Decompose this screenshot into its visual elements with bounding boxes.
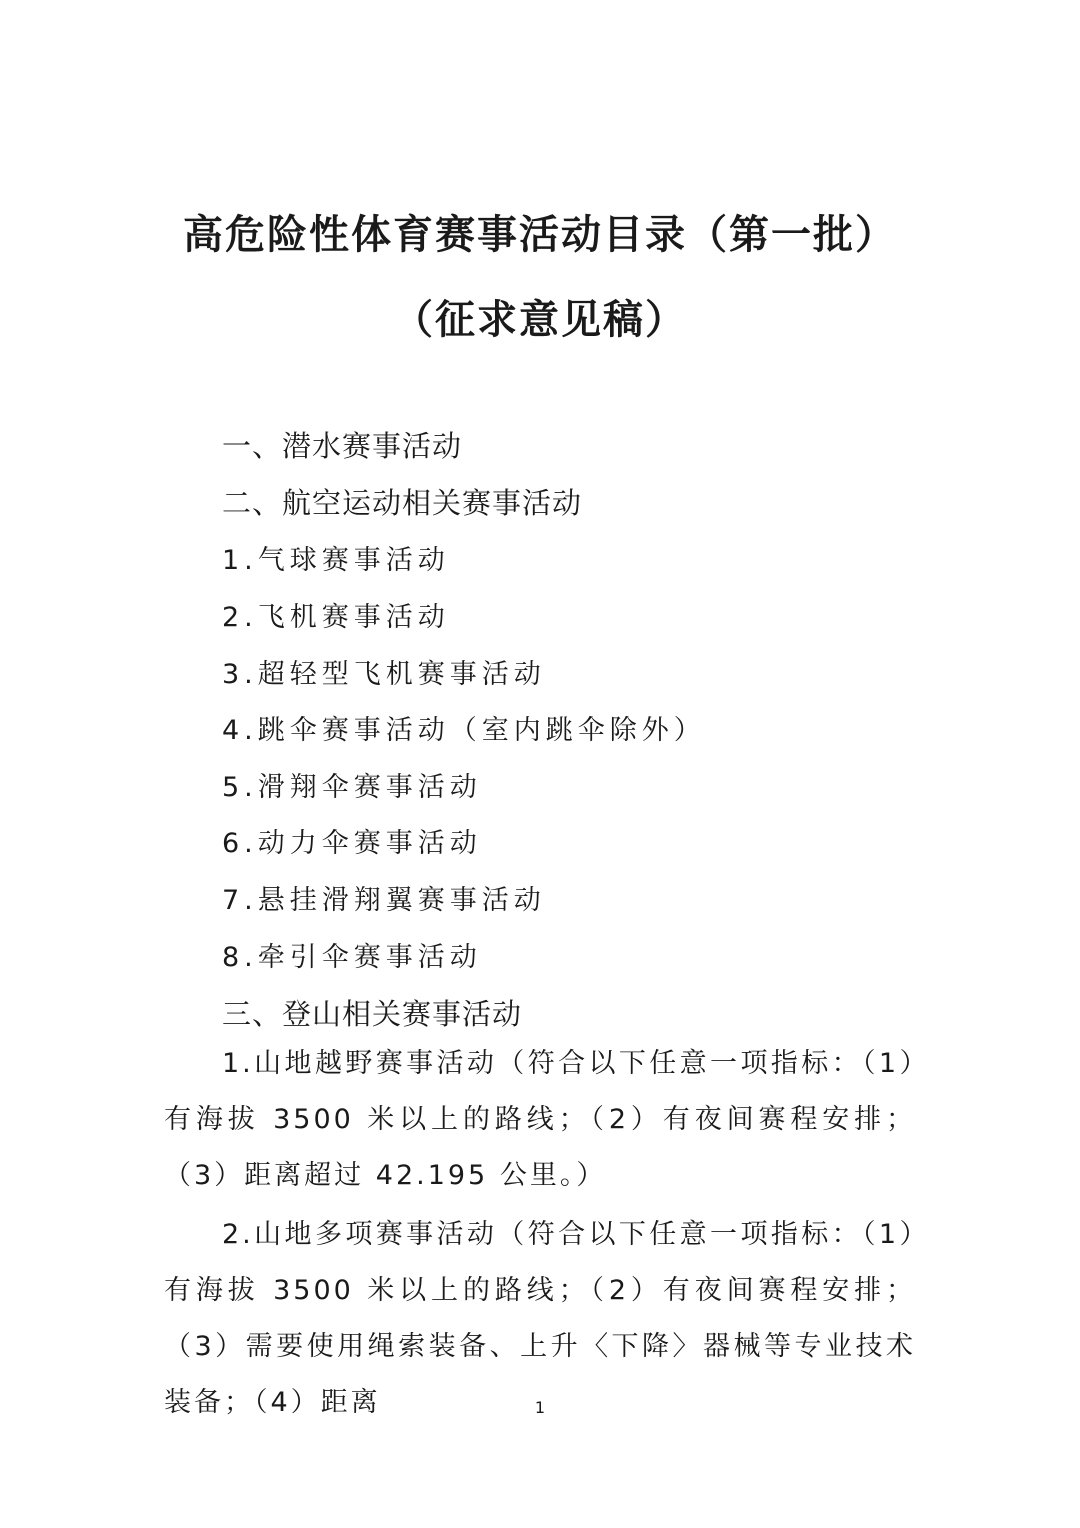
list-item: 5.滑翔伞赛事活动	[222, 772, 482, 803]
list-item: 3.超轻型飞机赛事活动	[222, 659, 546, 690]
paragraph-mountain-multisport: 2.山地多项赛事活动（符合以下任意一项指标：（1）有海拔 3500 米以上的路线；（2）有夜间赛程安排；（3）需要使用绳索装备、上升〈下降〉器械等专业技术装备；（4）距离	[164, 1219, 916, 1418]
list-item: 8.牵引伞赛事活动	[222, 942, 482, 973]
page-number: 1	[534, 1398, 546, 1417]
list-item: 6.动力伞赛事活动	[222, 828, 482, 859]
section-heading-diving: 一、潜水赛事活动	[222, 429, 463, 463]
section-heading-mountaineering: 三、登山相关赛事活动	[222, 997, 523, 1031]
paragraph-mountain-trail: 1.山地越野赛事活动（符合以下任意一项指标：（1）有海拔 3500 米以上的路线；（2）有夜间赛程安排；（3）距离超过 42.195 公里。）	[164, 1048, 916, 1191]
list-item: 7.悬挂滑翔翼赛事活动	[222, 885, 546, 916]
section-heading-aviation: 二、航空运动相关赛事活动	[222, 486, 583, 520]
list-item: 2.飞机赛事活动	[222, 602, 450, 633]
list-item: 1.气球赛事活动	[222, 545, 450, 576]
list-item: 4.跳伞赛事活动（室内跳伞除外）	[222, 715, 706, 746]
document-subtitle: （征求意见稿）	[393, 296, 687, 343]
document-title: 高危险性体育赛事活动目录（第一批）	[183, 211, 897, 258]
